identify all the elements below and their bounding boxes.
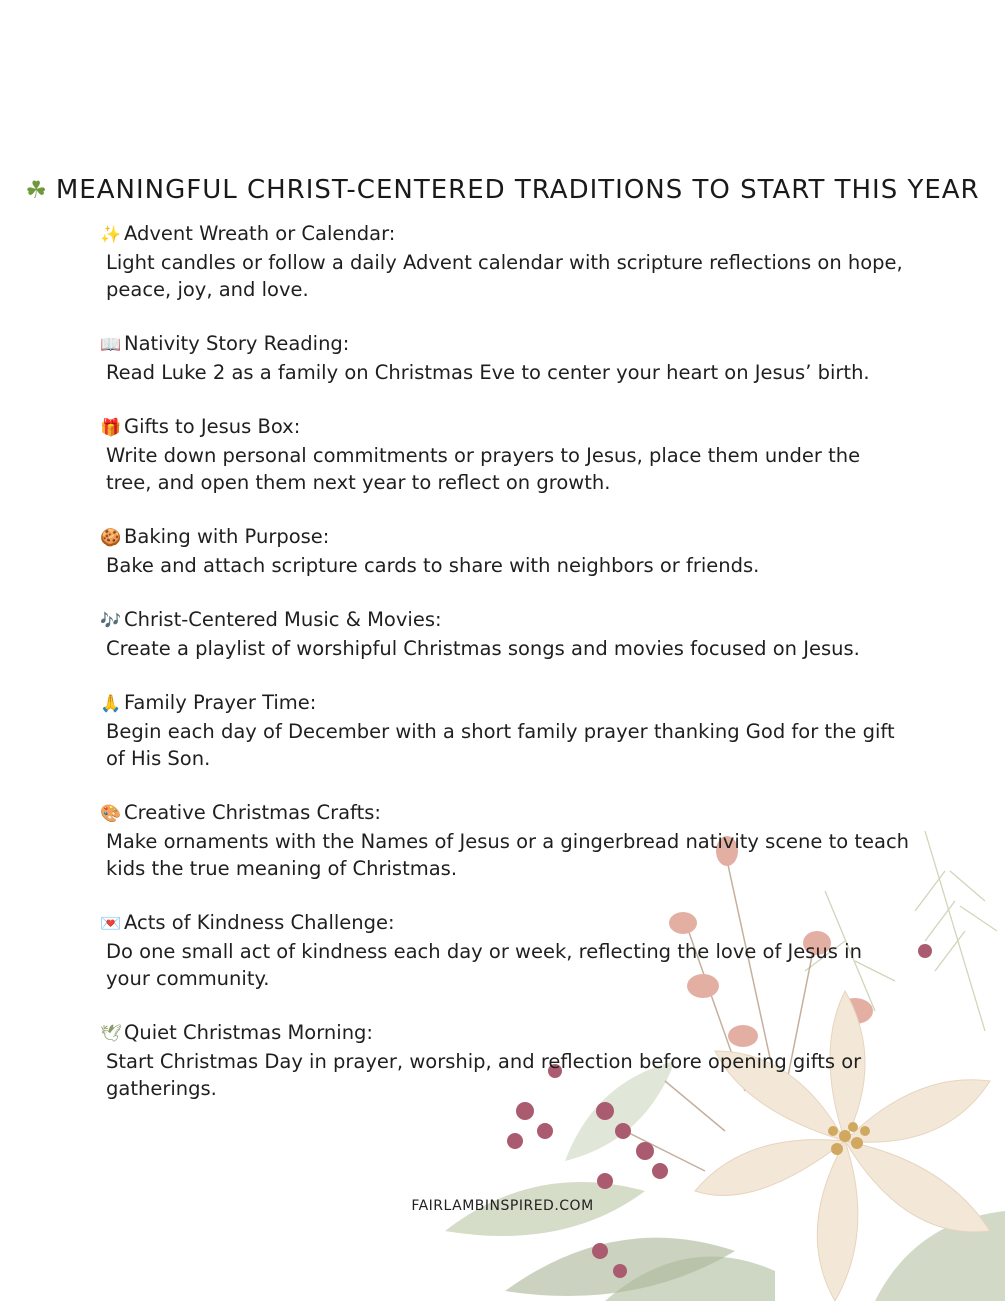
item-heading [100,523,910,552]
item-heading [100,606,910,635]
item-heading-text: Creative Christmas Crafts: [124,801,381,824]
item-heading-text: Christ-Centered Music & Movies: [124,608,442,631]
item-heading [100,330,910,359]
item-heading [100,1019,910,1048]
item-description: Do one small act of kindness each day or week, reflecting the love of Jesus in your community. [106,940,862,990]
list-item [100,330,910,386]
item-heading-text: Baking with Purpose: [124,525,330,548]
item-heading [100,413,910,442]
page-title [0,175,1005,205]
item-heading-text: Acts of Kindness Challenge: [124,911,395,934]
item-description: Write down personal commitments or prayers to Jesus, place them under the tree, and open them next year to reflect on growth. [106,444,861,494]
item-description: Start Christmas Day in prayer, worship, and reflection before opening gifts or gatherings. [106,1050,862,1100]
gift-icon: 🎁 [100,418,122,438]
sprig-icon: ☘ [25,176,48,205]
item-heading-text: Quiet Christmas Morning: [124,1021,373,1044]
dove-icon: 🕊 [100,1024,122,1044]
list-item [100,220,910,303]
item-heading [100,689,910,718]
list-item [100,689,910,772]
item-description: Light candles or follow a daily Advent calendar with scripture reflections on hope, peace, joy, and love. [106,251,903,301]
list-item [100,413,910,496]
footer-website: FAIRLAMBINSPIRED.COM [411,1198,594,1214]
item-description: Make ornaments with the Names of Jesus or a gingerbread nativity scene to teach kids the true meaning of Christmas. [106,830,910,880]
praying-hands-icon: 🙏 [100,694,122,714]
love-letter-icon: 💌 [100,914,122,934]
traditions-list [100,220,910,1129]
page-title-text: MEANINGFUL CHRIST-CENTERED TRADITIONS TO START THIS YEAR [55,175,980,206]
palette-icon: 🎨 [100,804,122,824]
list-item [100,523,910,579]
cookie-icon: 🍪 [100,528,122,548]
item-description: Create a playlist of worshipful Christmas songs and movies focused on Jesus. [106,637,860,660]
item-heading [100,909,910,938]
item-heading-text: Gifts to Jesus Box: [124,415,301,438]
item-heading-text: Nativity Story Reading: [124,332,350,355]
item-description: Begin each day of December with a short family prayer thanking God for the gift of His Son. [106,720,895,770]
item-heading-text: Advent Wreath or Calendar: [124,222,396,245]
list-item [100,606,910,662]
list-item [100,799,910,882]
item-heading [100,220,910,249]
list-item [100,1019,910,1102]
item-heading [100,799,910,828]
music-notes-icon: 🎶 [100,611,122,631]
book-icon: 📖 [100,335,122,355]
item-description: Read Luke 2 as a family on Christmas Eve to center your heart on Jesus’ birth. [106,361,870,384]
list-item [100,909,910,992]
sparkles-icon: ✨ [100,225,122,245]
item-heading-text: Family Prayer Time: [124,691,317,714]
item-description: Bake and attach scripture cards to share with neighbors or friends. [106,554,760,577]
